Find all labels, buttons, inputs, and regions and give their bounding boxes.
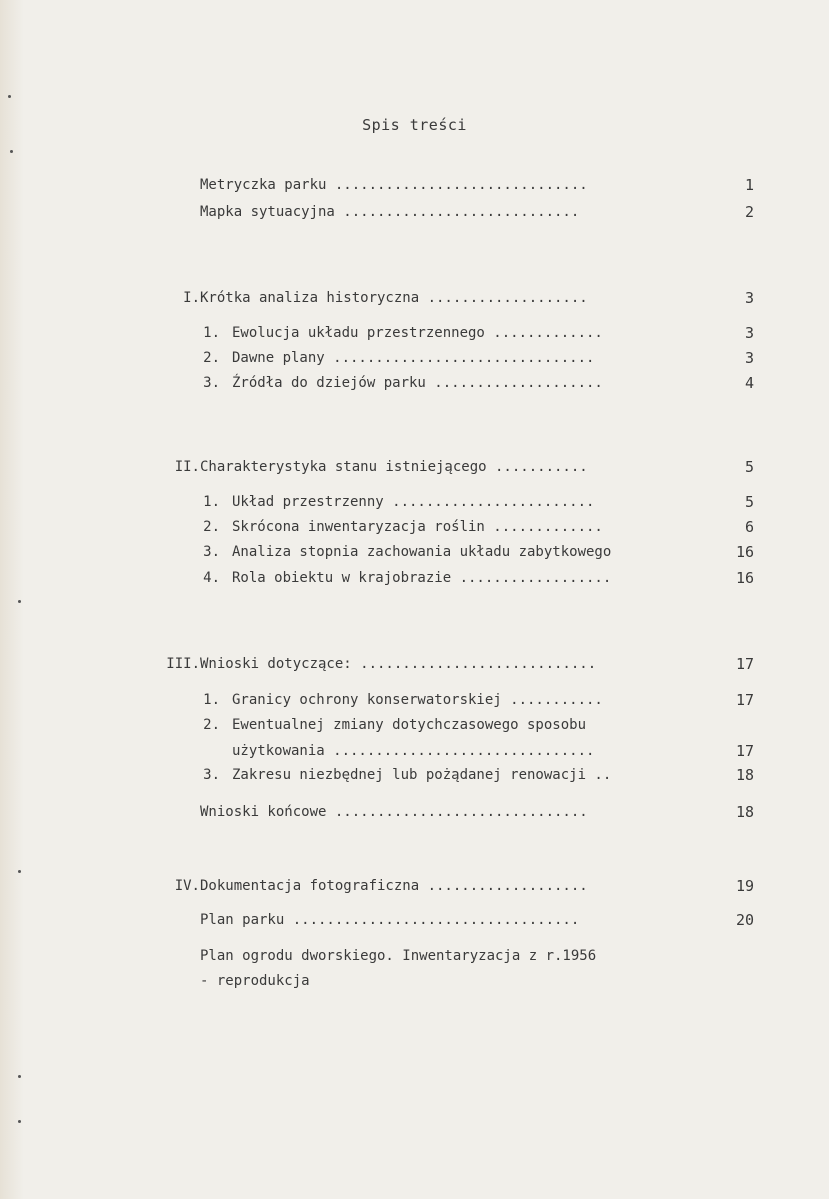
subsection-number: 4. [203, 570, 220, 586]
subsection-number: 1. [203, 325, 220, 341]
section-number: I. [183, 290, 200, 306]
toc-entry-text: Mapka sytuacyjna ............................ [200, 204, 580, 220]
toc-page-number: 18 [735, 803, 754, 821]
subsection-number: 1. [203, 692, 220, 708]
toc-page-number: 17 [735, 691, 754, 709]
toc-page-number: 3 [744, 289, 754, 307]
toc-page-number: 19 [735, 877, 754, 895]
toc-entry-text: - reprodukcja [200, 973, 310, 989]
section-number: II. [174, 459, 200, 475]
toc-entry-text: Rola obiektu w krajobrazie .................. [232, 570, 612, 586]
toc-page-number: 5 [744, 493, 754, 511]
toc-entry-text: Plan ogrodu dworskiego. Inwentaryzacja z r.1956 [200, 948, 597, 964]
toc-page-number: 17 [735, 655, 754, 673]
toc-entry-text: Wnioski dotyczące: ............................ [200, 656, 597, 672]
toc-entry-text: Krótka analiza historyczna ................... [200, 290, 588, 306]
scan-speck [18, 600, 21, 603]
toc-page-number: 18 [735, 766, 754, 784]
subsection-number: 3. [203, 767, 220, 783]
toc-entry-text: Granicy ochrony konserwatorskiej ........... [232, 692, 603, 708]
toc-page-number: 5 [744, 458, 754, 476]
toc-page-number: 20 [735, 911, 754, 929]
toc-entry-text: Skrócona inwentaryzacja roślin ............. [232, 519, 603, 535]
section-number: III. [166, 656, 200, 672]
toc-entry-text: Zakresu niezbędnej lub pożądanej renowacji .. [232, 767, 612, 783]
subsection-number: 2. [203, 717, 220, 733]
section-number: IV. [174, 878, 200, 894]
toc-page-number: 2 [744, 203, 754, 221]
toc-entry-text: użytkowania ............................... [232, 743, 595, 759]
toc-page-number: 3 [744, 324, 754, 342]
subsection-number: 2. [203, 350, 220, 366]
toc-page-number: 1 [744, 176, 754, 194]
toc-page-number: 3 [744, 349, 754, 367]
scan-speck [8, 95, 11, 98]
subsection-number: 1. [203, 494, 220, 510]
page-title: Spis treści [362, 116, 467, 134]
toc-page-number: 16 [735, 569, 754, 587]
toc-page-number: 4 [744, 374, 754, 392]
toc-entry-text: Dokumentacja fotograficzna ................... [200, 878, 588, 894]
subsection-number: 2. [203, 519, 220, 535]
subsection-number: 3. [203, 544, 220, 560]
toc-entry-text: Charakterystyka stanu istniejącego ........... [200, 459, 588, 475]
toc-entry-text: Analiza stopnia zachowania układu zabytkowego [232, 544, 612, 560]
scan-speck [18, 870, 21, 873]
toc-page-number: 17 [735, 742, 754, 760]
toc-page-number: 6 [744, 518, 754, 536]
toc-page-number: 16 [735, 543, 754, 561]
toc-entry-text: Wnioski końcowe .............................. [200, 804, 588, 820]
subsection-number: 3. [203, 375, 220, 391]
toc-entry-text: Ewolucja układu przestrzennego ............. [232, 325, 603, 341]
scan-speck [10, 150, 13, 153]
toc-entry-text: Ewentualnej zmiany dotychczasowego sposobu [232, 717, 587, 733]
toc-entry-text: Źródła do dziejów parku .................... [232, 375, 603, 391]
scan-speck [18, 1075, 21, 1078]
toc-entry-text: Plan parku .................................. [200, 912, 580, 928]
toc-entry-text: Dawne plany ............................... [232, 350, 595, 366]
scan-speck [18, 1120, 21, 1123]
toc-entry-text: Układ przestrzenny ........................ [232, 494, 595, 510]
toc-entry-text: Metryczka parku .............................. [200, 177, 588, 193]
